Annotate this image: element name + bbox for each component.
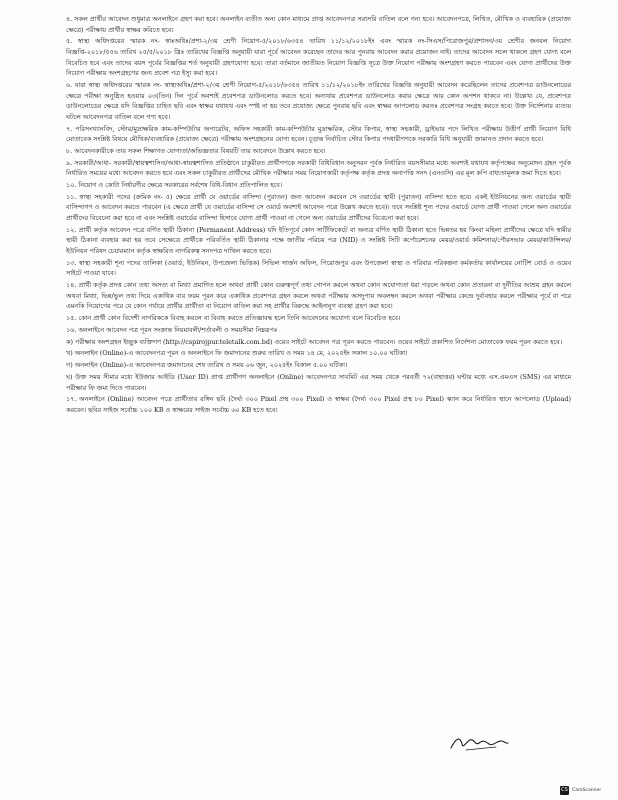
clause-6: ৬. যারা স্বাস্থ্য অধিদপ্তরের স্মারক নং- স্বাস্থ্যঅধিঃ/প্রশা-২/৩য় শ্রেণী নিয়োগ-৫/২০১৮/৬৩৫৪ তারিখ ১১/১২/২০১৮ইং তারিখের বিজ্ঞপ্তি অনুযায়ী আবেদন করেছিলেন তাদের প্রবেশপত্র ডাউনলোডের ক্ষেত্রে পরীক্ষা অনুষ্ঠিত হওয়ার ০৩(তিন) দিন পূর্বে অবশ্যই প্রবেশপত্র ডাউনলোড করতে হবে। অন্যথায় প্রবেশপত্র ডাউনলোড করার ক্ষেত্রে আর কোন অপশন থাকবে না। উল্লেখ্য যে, প্রবেশপত্র ডাউনলোডের ক্ষেত্রে যদি বিজ্ঞপ্তির চাহিত ছবি এবং স্বাক্ষর যথাযথ এবং স্পষ্ট না হয় তবে প্রযোজ্য ক্ষেত্রে পুনরায় ছবি এবং স্বাক্ষর আপলোড করতঃ প্রবেশপত্র সংগ্রহ করতে হবে। উক্ত নির্দেশনার ব্যত্যয় ঘটলে আবেদনপত্র বাতিল বলে গণ্য হবে।: [66, 80, 571, 121]
clause-10: ১০. নিয়োগ ও কোটা নির্ধারণীর ক্ষেত্রে সরকারের সর্বশেষ বিধি-বিধান প্রতিপালিত হবে।: [66, 181, 283, 190]
clause-13: ১৩. স্বাস্থ্য সহকারী শূন্য পদের তালিকা (ওয়ার্ড, ইউনিয়ন, উপজেলা ভিত্তিক) সিভিল সার্জন অফিস, পিরোজপুর এবং উপজেলা স্বাস্থ্য ও পরিবার পরিকল্পনা কর্মকর্তার কার্যালয়ের নোটিশ বোর্ড ও ওয়েব সাইটে পাওয়া যাবে।: [66, 258, 571, 278]
camscanner-watermark: [560, 784, 610, 796]
clause-17: ১৭. অনলাইনে (Online) আবেদন পত্রে প্রার্থীতার রঙ্গিন ছবি (দৈর্ঘ্য ৩০০ Pixel প্রস্থ ৩০০ Pixel) ও স্বাক্ষর (দৈর্ঘ্য ৩০০ Pixel প্রস্থ ৮০ Pixel) স্ক্যান করে নির্ধারিত স্থানে আপলোড (Upload) করবেন। ছবির সাইজ সর্বোচ্চ ১০০ KB ও স্বাক্ষরের সাইজ সর্বোচ্চ ৬০ KB হতে হবে।: [66, 395, 571, 414]
clause-8: ৮. আবেদনকারীকে তার সকল শিক্ষাগত যোগ্যতা/অভিজ্ঞতার বিষয়টি তার আবেদনে উল্লেখ করতে হবে।: [66, 146, 326, 155]
clause-15: ১৫. কোন প্রার্থী কোন বিদেশী নাগরিককে বিবাহ করলে বা বিবাহ করতে প্রতিজ্ঞাবদ্ধ হলে তিনি আবেদনের অযোগ্য বলে বিবেচিত হবে।: [66, 314, 401, 323]
clause-16-ka: ক) পরীক্ষায় অংশগ্রহন ইচ্ছুক ব্যক্তিগণ (http://cspirojpur.teletalk.com.bd) ওয়েব সাইটে আবেদন পত্র পূরন করতে পারবেন। ওয়েব সাইটে প্রকাশিত নির্দেশনা মোতাবেক ফরম পূরন করতে হবে।: [66, 337, 563, 346]
clause-16-heading: ১৬. অনলাইনে আবেদন পত্র পূরন সংক্রান্ত নিয়মাবলী/শর্তাবলী ও সময়সীমা নিম্নরূপঃ: [66, 325, 278, 334]
clause-5: ৫. স্বাস্থ্য অধিদপ্তরের স্মারক নং- স্বাঃঅধিঃ/প্রশা-২/৩য় শ্রেণী নিয়োগ-৫/২০১৮/৬৩৫৪ তারিখ ১১/১২/২০১৮ইং এবং স্মারক নং-সিএস/পিরোজপুর/প্রশাসন/৩য় শ্রেণীর জনবল নিয়োগ বিজ্ঞপ্তি-২০১৮/৫৫৬ তারিখ ২৫/৫/২০১৮ খ্রিঃ তারিখের বিজ্ঞপ্তি অনুযায়ী যারা পূর্বে আবেদন করেছেন তাদের আর পুনরায় আবেদন করার প্রয়োজন নাই। তাদের আবেদন সচল থাকলে গ্রহণ যোগ্য বলে বিবেচিত হবে এবং তাদের বয়স পূর্বের বিজ্ঞপ্তির শর্ত অনুযায়ী গ্রহণযোগ্য হবে। তারা বর্তমানে জাতীয়ত নিয়োগ বিজ্ঞপ্তি সূত্রে উক্ত নিয়োগ পরীক্ষায় অংশগ্রহণ করতে পারবেন এবং যোগ্য প্রার্থীদের উক্ত নিয়োগ পরীক্ষায় অংশগ্রহণের জন্য প্রবেশ পত্র ইস্যু করা হবে।: [66, 37, 571, 78]
document-body: [66, 14, 571, 417]
clause-7: ৭. পরিসংখ্যানবিদ, স্টোর/মুদ্রাক্ষরিক কাম-কম্পিউটার অপারেটর, অফিস সহকারী কাম-কম্পিউটার মুদ্রাক্ষরিক, স্টোর কিপার, স্বাস্থ্য সহকারী, ড্রাইভার পদে লিখিত পরীক্ষায় উত্তীর্ণ প্রার্থী নিয়োগ বিধি মোতাবেক সংশ্লিষ্ট বিষয়ে মৌখিক/ব্যবহারিক (প্রযোজ্য ক্ষেত্রে) পরীক্ষায় অংশগ্রহনের যোগ্য হবেন। চূড়ান্ত নির্বাচিত স্টোর কিপার পদধারীগণকে সরকারি বিধি অনুযায়ী জামানত প্রদান করতে হবে।: [66, 124, 571, 144]
camscanner-label: CamScanner: [572, 787, 602, 793]
clause-12: ১২. প্রার্থী কর্তৃক আবেদন পত্রে বর্ণিত স্থায়ী ঠিকানা (Permanent Address) যদি ইতিপূর্বে কোন সার্টিফিকেটে বা অন্যত্র বর্ণিত স্থায়ী ঠিকানা হতে ভিন্নতর হয় কিংবা মহিলা প্রার্থীদের ক্ষেত্রে যদি স্বামীর স্থায়ী ঠিকানা ব্যবহার করা হয় তবে সেক্ষেত্রে প্রার্থীকে পরিবর্তিত স্থায়ী ঠিকানার পক্ষে জাতীয় পরিচয় পত্র (NID) ও সংশ্লিষ্ট সিটি কর্পোরেশনের মেয়র/ওয়ার্ড কমিশনার/পৌরসভার মেয়র/কাউন্সিলর/ইউনিয়ন পরিষদ চেয়ারম্যান কর্তৃক স্বাক্ষরিত নাগরিকত্ব সনদপত্র দাখিল করতে হবে।: [66, 225, 571, 255]
clause-16-gha: ঘ) উক্ত সময় সীমার মধ্যে ইউজার আইডি (User ID) প্রাপ্ত প্রার্থীগণ অনলাইনে (Online) আবেদনপত্র সাবমিট এর সময় থেকে পরবর্তী ৭২(বাহাত্তর) ঘন্টার মধ্যে এস.এমএস (SMS) এর মাধ্যমে পরীক্ষার ফি জমা দিতে পারবেন।: [66, 373, 571, 392]
handwritten-signature: [448, 732, 510, 754]
clause-16-kha: খ) অনলাইন (Online)-এ আবেদনপত্র পূরন ও অনলাইনে ফি জমাদানের শুরুর তারিখ ও সময় ১৪ মে, ২০২৫ইং সকাল ১০.০০ ঘটিকা।: [66, 349, 408, 358]
clause-16-ga: গ) অনলাইন (Online)-এ আবেদনপত্র জমাদানের শেষ তারিখ ও সময় ০৬ জুন, ২০২৫ইং বিকাল ৫.০০ ঘটিকা।: [66, 361, 348, 370]
clause-4: ৪. সকল প্রার্থীর আবেদন শুধুমাত্র অনলাইনে গ্রহণ করা হবে। অনলাইন ব্যতীত অন্য কোন মাধ্যমে প্রাপ্ত আবেদনপত্র সরাসরি বাতিল বলে গন্য হবে। আবেদনপত্রে, লিখিত, মৌখিক ও ব্যবহারিক (প্রযোজ্য ক্ষেত্রে) পরীক্ষায় প্রার্থীর স্বাক্ষর করিতে হবে।: [66, 15, 571, 34]
clause-11: ১১. স্বাস্থ্য সহকারী পদের (ক্রমিক নং- ৫) ক্ষেত্রে প্রার্থী যে ওয়ার্ডের বাসিন্দা (পুরাতন) জন্য আবেদন করবেন সে ওয়ার্ডের স্থায়ী (পুরাতন) বাসিন্দা হতে হবে। একই ইউনিয়নের অন্য ওয়ার্ডের স্থায়ী বাসিন্দাগণ ও আবেদন করতে পারবেন (এ ক্ষেত্রে প্রার্থী যে ওয়ার্ডের বাসিন্দা সে ওয়ার্ড অবশ্যই আবেদন পত্রে উল্লেখ করতে হবে)। তবে সংশ্লিষ্ট শূন্য পদের ওয়ার্ডে যোগ্য প্রার্থী পাওয়া গেলে অন্য ওয়ার্ডের প্রার্থীদের বিবেচনা করা হবে না এবং সংশ্লিষ্ট ওয়ার্ডের বাসিন্দা হিসাবে যোগ্য প্রার্থী পাওয়া না গেলে অন্য ওয়ার্ডের প্রার্থীদের বিবেচনা করা হবে।: [66, 192, 571, 222]
clause-9: ৯. সরকারী/আধা- সরকারী/স্বায়ত্বশাসিত/আধা-স্বায়ত্বশাসিত প্রতিষ্ঠানে চাকুরীরত প্রার্থীগণকে সরকারী বিধিবিধান অনুসরন পূর্বক নির্ধারিত বয়সসীমার মধ্যে অবশ্যই যথাযথ কর্তৃপক্ষের অনুমোদন গ্রহন পূর্বক নির্ধারিত সময়ের মধ্যে আবেদন করতে হবে এবং সকল চাকুরীরত প্রার্থীদের মৌখিক পরীক্ষার সময় নিয়োগকারী কর্তৃপক্ষ কর্তৃক প্রদত্ত অনাপত্তি সনদ (এনওসি) এর মূল কপি বাধ্যতামূলক জমা দিতে হবে।: [66, 158, 571, 178]
camscanner-icon: CS: [561, 786, 568, 793]
clause-14: ১৪. প্রার্থী কর্তৃক প্রদত্ত কোন তথ্য অসত্য বা মিথ্যা প্রমাণিত হলে অথবা প্রার্থী কোন গুরুত্বপূর্ণ তথ্য গোপন করলে অথবা কোন অযোগ্যতা ধরা পড়লে অথবা কোন প্রতারনা বা দুর্নীতির আশ্রয় গ্রহন করলে অথবা মিথ্যা, ভিন্ন/ভুল তথ্য দিয়ে একাধিক বার ফরম পূরন করে একাধিক প্রবেশপত্র গ্রহন করলে অথবা পরীক্ষায় অসদুপায় অবলম্বন করলে অথবা পরীক্ষার কেন্দ্রে দুর্ব্যবহার করলে পরীক্ষার পূর্বে বা পরে এমনকি নিয়োগের পরে যে কোন পর্যায়ে প্রার্থীর প্রার্থীতা বা নিয়োগ বাতিল করা সহ প্রার্থীর বিরুদ্ধে আইনানুগ ব্যবস্থা গ্রহণ করা হবে।: [66, 281, 571, 311]
